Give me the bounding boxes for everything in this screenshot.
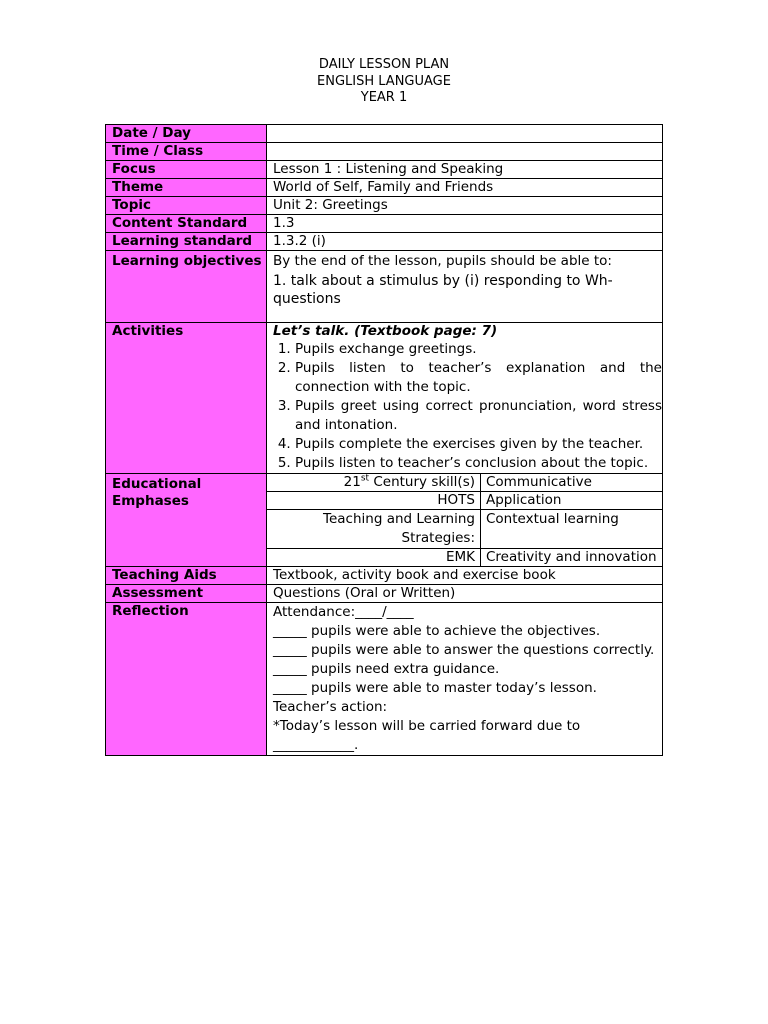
activity-item: 5. Pupils listen to teacher’s conclusion about the topic. xyxy=(295,454,662,473)
value-learning-standard: 1.3.2 (i) xyxy=(267,233,663,251)
row-assessment xyxy=(106,585,663,603)
value-teaching-aids: Textbook, activity book and exercise book xyxy=(267,567,663,585)
hots-value: Application xyxy=(481,492,663,510)
century-number: 21 xyxy=(343,474,361,490)
label-time-class: Time / Class xyxy=(106,143,267,161)
row-date-day xyxy=(106,125,663,143)
row-learning-standard xyxy=(106,233,663,251)
value-reflection xyxy=(267,603,663,756)
emphasis-tls xyxy=(267,510,662,549)
emphasis-century xyxy=(267,474,662,492)
activities-title: Let’s talk. (Textbook page: 7) xyxy=(273,323,498,339)
header-line-3: YEAR 1 xyxy=(360,90,408,105)
value-topic: Unit 2: Greetings xyxy=(267,197,663,215)
header-line-1: DAILY LESSON PLAN xyxy=(318,57,450,72)
activities-list xyxy=(273,340,662,473)
row-activities xyxy=(106,323,663,474)
emk-value: Creativity and innovation xyxy=(481,549,663,567)
tls-value: Contextual learning xyxy=(481,510,663,549)
header-line-2: ENGLISH LANGUAGE xyxy=(317,73,451,89)
value-educational-emphases xyxy=(267,474,663,567)
value-learning-objectives xyxy=(267,251,663,323)
tls-key: Teaching and Learning Strategies: xyxy=(267,510,481,549)
row-time-class xyxy=(106,143,663,161)
row-reflection xyxy=(106,603,663,756)
label-date-day: Date / Day xyxy=(106,125,267,143)
value-activities xyxy=(267,323,663,474)
label-learning-objectives-text: Learning objectives xyxy=(112,253,262,269)
activity-item: 3. Pupils greet using correct pronunciation, word stress and intonation. xyxy=(295,397,662,435)
value-date-day[interactable] xyxy=(267,125,663,143)
row-theme xyxy=(106,179,663,197)
document-header xyxy=(0,57,768,107)
label-theme: Theme xyxy=(106,179,267,197)
label-reflection: Reflection xyxy=(106,603,267,756)
century-rest: Century skill(s) xyxy=(369,474,475,490)
label-assessment: Assessment xyxy=(106,585,267,603)
activity-item: 2. Pupils listen to teacher’s explanation and the connection with the topic. xyxy=(295,359,662,397)
reflection-line: *Today’s lesson will be carried forward due to ____________. xyxy=(273,718,581,753)
value-assessment: Questions (Oral or Written) xyxy=(267,585,663,603)
emphasis-emk xyxy=(267,549,662,567)
row-learning-objectives xyxy=(106,251,663,323)
reflection-line: _____ pupils were able to achieve the objectives. xyxy=(273,623,601,639)
reflection-line: Teacher’s action: xyxy=(273,699,388,715)
label-activities: Activities xyxy=(106,323,267,474)
reflection-line: _____ pupils were able to answer the questions correctly. xyxy=(273,642,655,658)
label-focus: Focus xyxy=(106,161,267,179)
activity-item: 1. Pupils exchange greetings. xyxy=(295,340,662,359)
activity-item: 4. Pupils complete the exercises given by the teacher. xyxy=(295,435,662,454)
emphases-subtable xyxy=(267,474,662,566)
label-content-standard: Content Standard xyxy=(106,215,267,233)
reflection-line: Attendance:____/____ xyxy=(273,604,414,620)
emphasis-hots xyxy=(267,492,662,510)
emk-key: EMK xyxy=(267,549,481,567)
reflection-line: _____ pupils need extra guidance. xyxy=(273,661,500,677)
row-educational-emphases xyxy=(106,474,663,567)
reflection-line: _____ pupils were able to master today’s lesson. xyxy=(273,680,597,696)
label-topic: Topic xyxy=(106,197,267,215)
century-sup: st xyxy=(360,473,370,484)
century-skill-key xyxy=(267,474,481,492)
lesson-plan-table xyxy=(105,124,663,756)
value-theme: World of Self, Family and Friends xyxy=(267,179,663,197)
hots-key: HOTS xyxy=(267,492,481,510)
row-teaching-aids xyxy=(106,567,663,585)
objectives-item: 1. talk about a stimulus by (i) responding to Wh-questions xyxy=(273,273,613,307)
value-time-class[interactable] xyxy=(267,143,663,161)
label-educational-emphases: Educational Emphases xyxy=(106,474,267,567)
label-learning-standard: Learning standard xyxy=(106,233,267,251)
label-teaching-aids: Teaching Aids xyxy=(106,567,267,585)
row-focus xyxy=(106,161,663,179)
label-learning-objectives xyxy=(106,251,267,323)
row-topic xyxy=(106,197,663,215)
century-skill-value: Communicative xyxy=(481,474,663,492)
value-content-standard: 1.3 xyxy=(267,215,663,233)
row-content-standard xyxy=(106,215,663,233)
objectives-intro: By the end of the lesson, pupils should be able to: xyxy=(273,253,612,269)
value-focus: Lesson 1 : Listening and Speaking xyxy=(267,161,663,179)
